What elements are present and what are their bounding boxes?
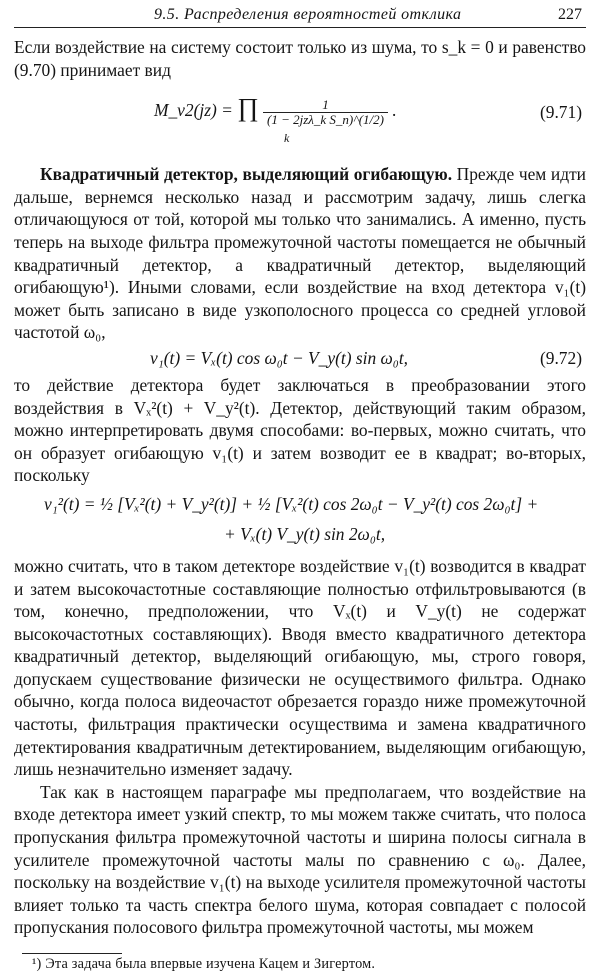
product-subscript: k xyxy=(284,131,290,146)
header-rule xyxy=(14,27,586,28)
footnote: ¹) Эта задача была впервые изучена Кацем и Зигертом. xyxy=(32,956,376,972)
eq-971-numerator: 1 xyxy=(263,98,388,113)
eq-971-lhs: M_v2(jz) = xyxy=(154,100,238,121)
page xyxy=(14,6,586,974)
paragraph-5: Так как в настоящем параграфе мы предполагаем, что воздействие на входе детектора имеет узкий спектр, то мы можем также считать, что полоса пропускания фильтра промежуточной частоты и ширина полосы сигнала в усилителе промежуточной частоты малы по сравнению с ω₀. Далее, поскольку на воздействие v₁(t) на выходе усилителя промежуточной частоты влияет только та часть спектра белого шума, которая совпадает с полосой пропускания полосового фильтра промежуточной частоты, мы можем xyxy=(14,781,586,938)
body-text xyxy=(14,36,586,939)
paragraph-2-text: Прежде чем идти дальше, вернемся несколько назад и рассмотрим задачу, лишь слегка отличающуюся от той, которой мы только что занимались. А именно, пусть теперь на выходе фильтра промежуточной частоты помещается не обычный квадратичный детектор, а квадратичный детектор, выделяющий огибающую¹). Иными словами, если воздействие на вход детектора v₁(t) может быть записано в виде узкополосного процесса со средней угловой частотой ω₀, xyxy=(14,164,586,343)
eq-972-number: (9.72) xyxy=(539,347,582,368)
eq-971-end: . xyxy=(392,100,397,121)
equation-9-72 xyxy=(14,344,586,374)
eq-971-fraction xyxy=(263,98,388,127)
paragraph-4: можно считать, что в таком детекторе воздействие v₁(t) возводится в квадрат и затем высокочастотные составляющие полностью отфильтровываются (в том, конечно, предположении, что Vₓ(t) и V_y(t) не содержат высокочастотных составляющих). Вводя вместо квадратичного детектора квадратичный детектор, выделяющий огибающую, мы, строго говоря, допускаем существование физически не осуществимого фильтра. Однако обычно, когда полоса видеочастот обрезается гораздо ниже промежуточной частоты, фильтрация практически осуществима и замена квадратичного детектирования квадратичным детектированием, выделяющим огибающую, лишь незначительно изменяет задачу. xyxy=(14,555,586,780)
product-sign: ∏ xyxy=(237,93,259,123)
eq-line-1: v₁²(t) = ½ [Vₓ²(t) + V_y²(t)] + ½ [Vₓ²(t) cos 2ω₀t − V_y²(t) cos 2ω₀t] + xyxy=(44,493,539,514)
equation-9-71 xyxy=(14,81,586,147)
eq-972-body: v₁(t) = Vₓ(t) cos ω₀t − V_y(t) sin ω₀t, xyxy=(150,347,408,368)
eq-971-number: (9.71) xyxy=(539,102,582,123)
page-number: 227 xyxy=(558,6,582,23)
equation-unnumbered xyxy=(14,487,586,551)
paragraph-3: то действие детектора будет заключаться в преобразовании этого воздействия в Vₓ²(t) + V_y²(t). Детектор, действующий таким образом, можно интерпретировать двумя способами: во-первых, можно считать, что он образует огибающую v₁(t) и затем возводит ее в квадрат; во-вторых, поскольку xyxy=(14,374,586,486)
paragraph-2-title: Квадратичный детектор, выделяющий огибающую. xyxy=(40,164,453,185)
running-header xyxy=(14,6,586,24)
paragraph-2 xyxy=(14,163,586,344)
paragraph-1: Если воздействие на систему состоит только из шума, то s_k = 0 и равенство (9.70) принимает вид xyxy=(14,37,586,80)
eq-971-denominator: (1 − 2jzλ_k S_n)^(1/2) xyxy=(266,111,384,127)
eq-line-2: + Vₓ(t) V_y(t) sin 2ω₀t, xyxy=(224,523,386,544)
section-title: 9.5. Распределения вероятностей отклика xyxy=(154,6,462,23)
